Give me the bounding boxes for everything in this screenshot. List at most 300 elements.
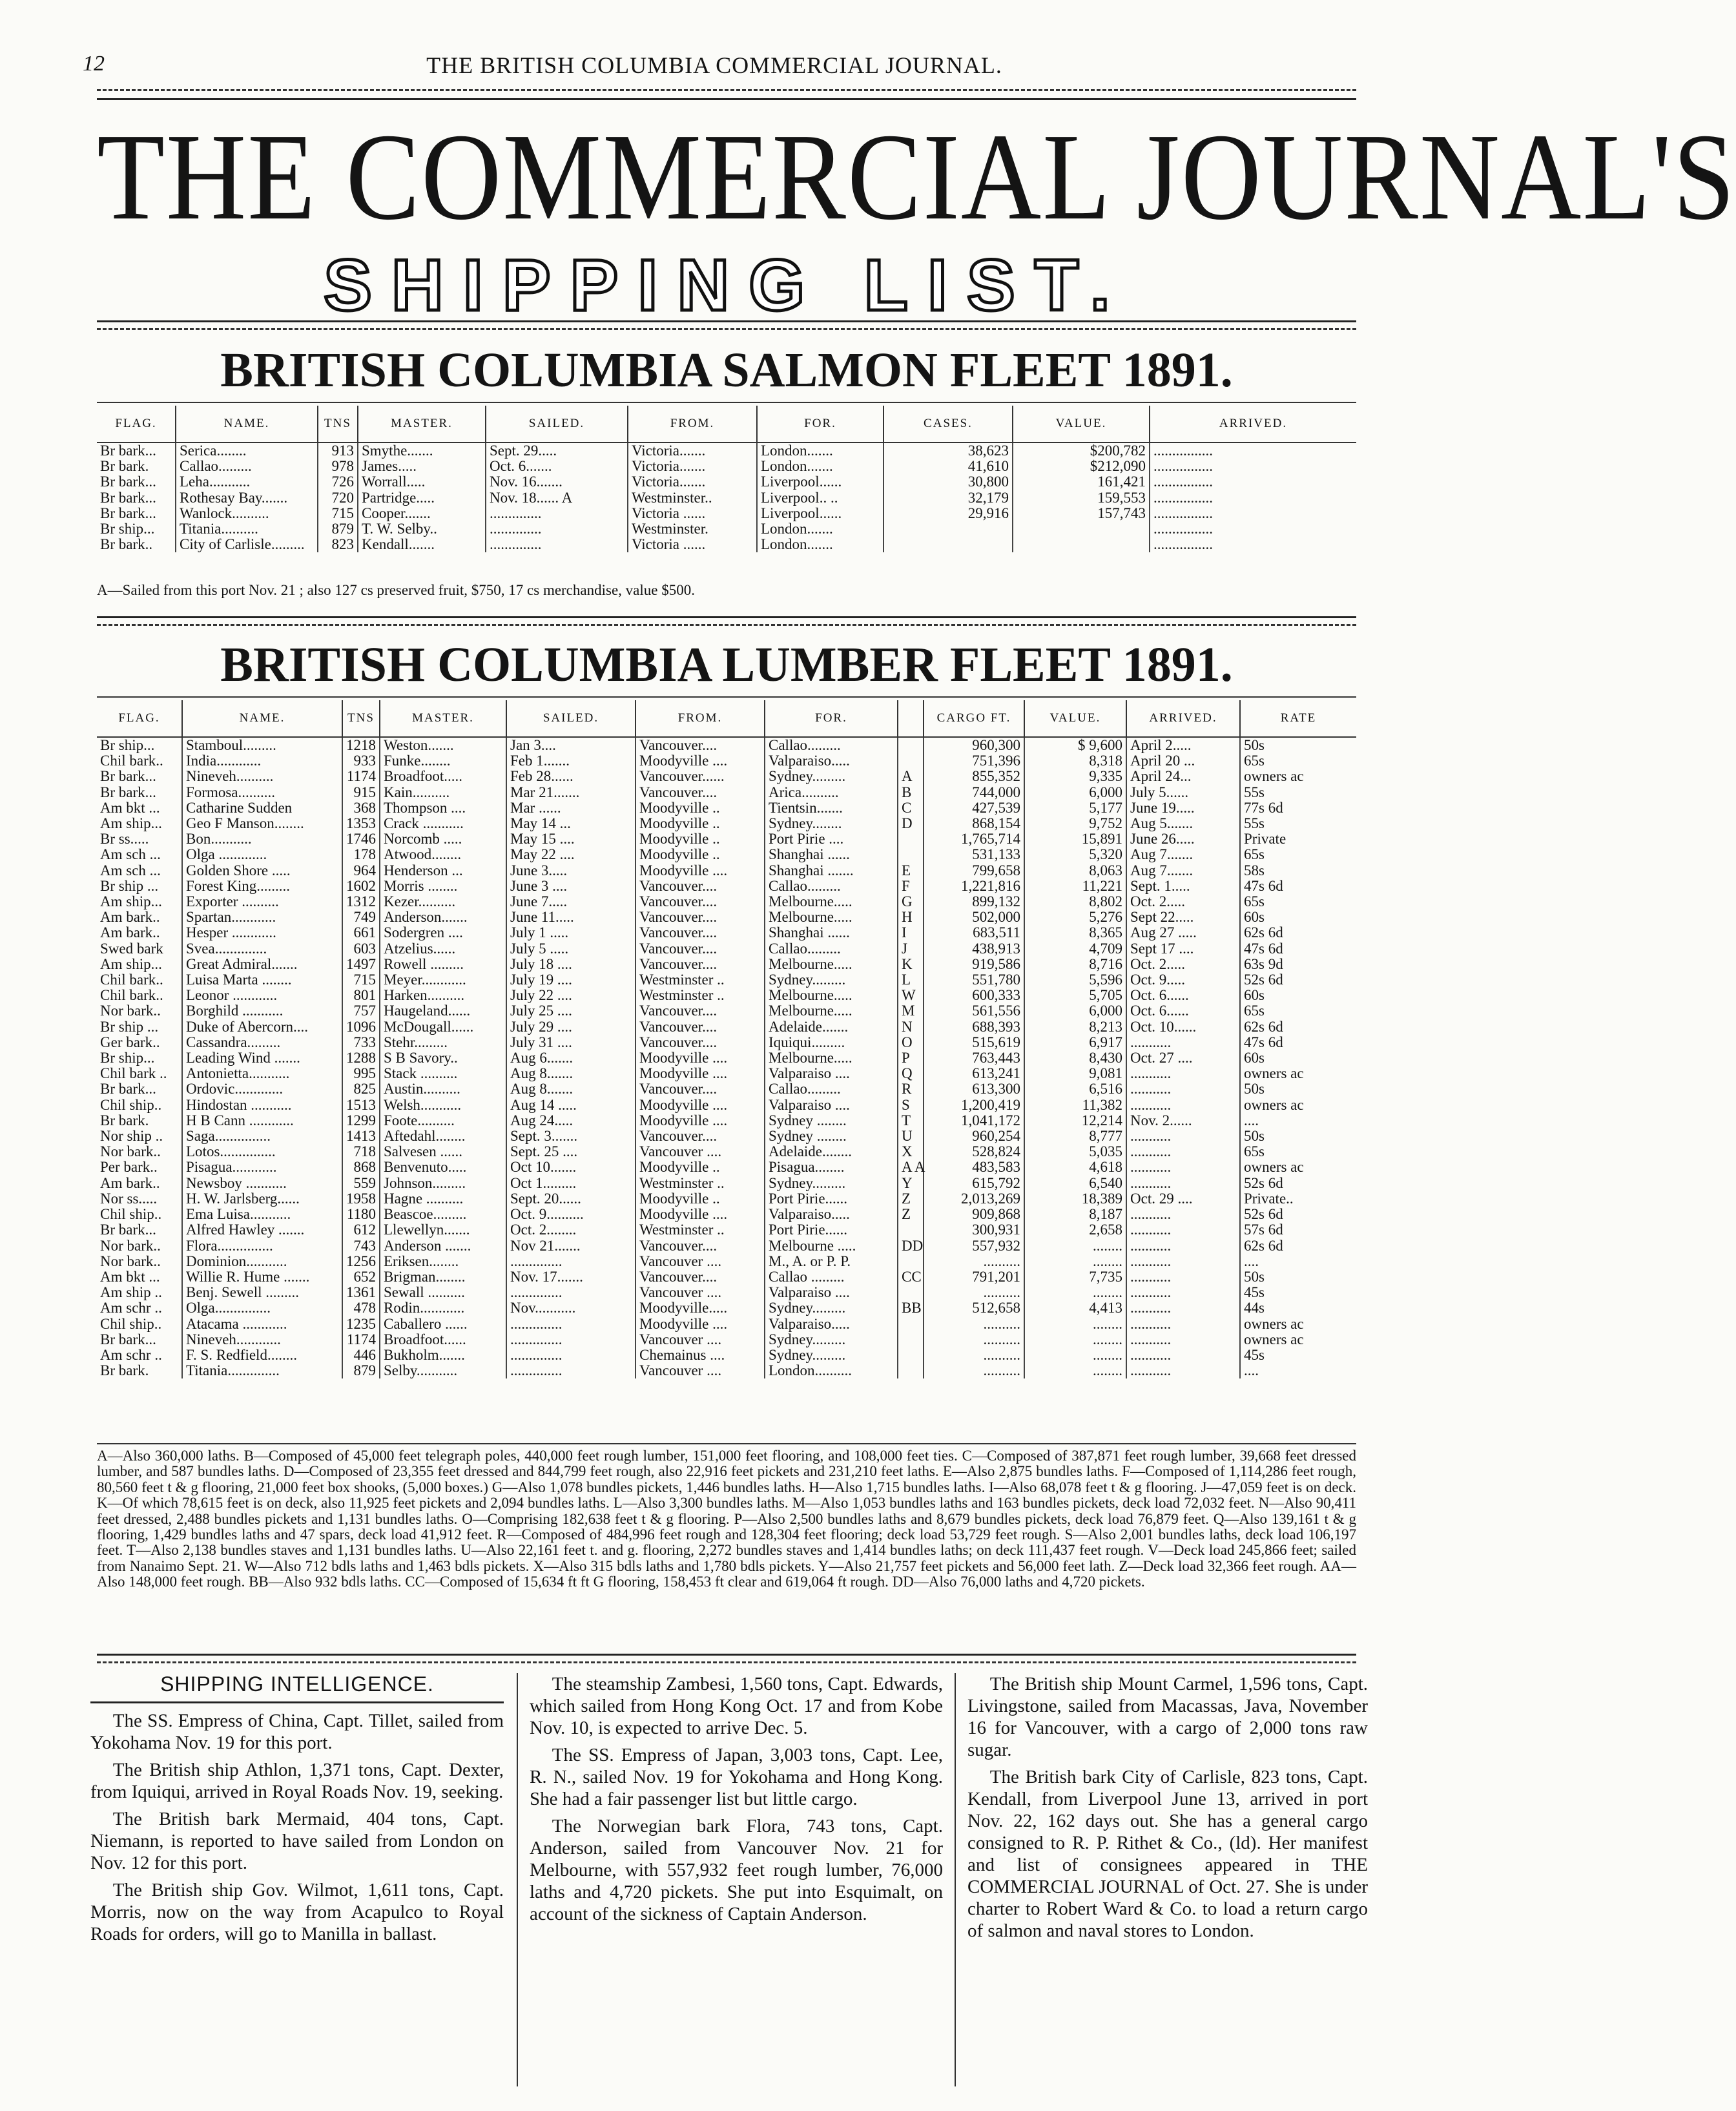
- table-cell: ...........: [1126, 1066, 1240, 1081]
- table-cell: Kendall.......: [358, 537, 486, 552]
- table-cell: 8,777: [1024, 1128, 1126, 1144]
- table-cell: 733: [342, 1035, 380, 1050]
- table-cell: Am sch ...: [97, 847, 182, 862]
- table-cell: 62s 6d: [1244, 1018, 1283, 1035]
- table-cell: Morris ........: [380, 879, 506, 894]
- table-row: [97, 941, 1356, 957]
- table-cell: Shanghai ......: [765, 847, 898, 862]
- table-cell: Stamboul.........: [182, 737, 342, 753]
- table-cell: Wanlock..........: [176, 506, 318, 521]
- table-cell: Br bark.: [97, 1113, 182, 1128]
- column-header: TNS: [342, 700, 380, 737]
- table-cell: Private: [1244, 831, 1286, 848]
- table-cell: Meyer............: [380, 972, 506, 988]
- salmon-fleet-table: [97, 406, 1356, 552]
- table-cell: Br ship...: [97, 1050, 182, 1066]
- table-cell: 868: [342, 1159, 380, 1175]
- table-cell: 60s: [1244, 987, 1265, 1004]
- table-cell: Am schr ..: [97, 1347, 182, 1363]
- table-cell: Llewellyn.......: [380, 1222, 506, 1238]
- table-cell: Vancouver....: [636, 879, 765, 894]
- table-cell: 438,913: [924, 941, 1024, 957]
- table-cell: 751,396: [924, 753, 1024, 769]
- table-cell: Moodyville ....: [636, 1316, 765, 1332]
- table-row: [97, 506, 1356, 521]
- table-cell: Stehr.........: [380, 1035, 506, 1050]
- table-cell: 683,511: [924, 925, 1024, 941]
- table-cell: ...........: [1126, 1238, 1240, 1254]
- table-cell: 933: [342, 753, 380, 769]
- table-cell: June 7.....: [506, 894, 636, 910]
- table-row: [97, 537, 1356, 552]
- table-cell: Melbourne.....: [765, 894, 898, 910]
- table-cell: Oct. 2.....: [1126, 894, 1240, 910]
- table-cell: Moodyville ..: [636, 816, 765, 831]
- table-cell: 551,780: [924, 972, 1024, 988]
- table-cell: I: [898, 925, 924, 941]
- table-cell: 915: [342, 785, 380, 800]
- running-title: THE BRITISH COLUMBIA COMMERCIAL JOURNAL.: [426, 52, 1002, 78]
- table-cell: 964: [342, 863, 380, 879]
- table-cell: 12,214: [1024, 1113, 1126, 1128]
- table-cell: Mar 21.......: [506, 785, 636, 800]
- table-cell: Nor bark..: [97, 1254, 182, 1269]
- table-cell: Melbourne.....: [765, 1003, 898, 1019]
- table-cell: owners ac: [1244, 768, 1304, 785]
- table-cell: Vancouver....: [636, 894, 765, 910]
- table-cell: owners ac: [1244, 1159, 1304, 1176]
- table-cell: 9,335: [1024, 769, 1126, 784]
- table-cell: Shanghai ......: [765, 925, 898, 941]
- table-cell: Sydney ........: [765, 1128, 898, 1144]
- table-cell: 715: [342, 972, 380, 988]
- table-cell: 512,658: [924, 1300, 1024, 1316]
- table-cell: Chil ship..: [97, 1097, 182, 1113]
- table-cell: Chil ship..: [97, 1207, 182, 1222]
- table-cell: Serica........: [176, 442, 318, 459]
- table-cell: X: [898, 1144, 924, 1159]
- table-cell: 60s: [1244, 909, 1265, 926]
- table-cell: 29,916: [884, 506, 1013, 521]
- table-cell: 45s: [1244, 1346, 1265, 1363]
- table-cell: London.......: [757, 521, 884, 537]
- table-cell: 4,709: [1024, 941, 1126, 957]
- table-cell: M., A. or P. P.: [765, 1254, 898, 1269]
- table-cell: Swed bark: [97, 941, 182, 957]
- table-cell: [898, 1332, 924, 1347]
- table-cell: 58s: [1244, 862, 1265, 879]
- table-cell: 879: [318, 521, 358, 537]
- table-cell: 1,041,172: [924, 1113, 1024, 1128]
- table-row: [97, 521, 1356, 537]
- table-cell: Leonor ............: [182, 988, 342, 1003]
- news-item: The British bark Mermaid, 404 tons, Capt. Niemann, is reported to have sailed from London on Nov. 12 for this port.: [90, 1809, 504, 1873]
- table-cell: 1413: [342, 1128, 380, 1144]
- table-cell: July 19 ....: [506, 972, 636, 988]
- table-row: [97, 1066, 1356, 1081]
- table-cell: owners ac: [1244, 1096, 1304, 1113]
- table-cell: ..............: [506, 1332, 636, 1347]
- table-cell: ...........: [1126, 1363, 1240, 1378]
- table-cell: 913: [318, 442, 358, 459]
- table-cell: Aug 8.......: [506, 1066, 636, 1081]
- table-cell: Ger bark..: [97, 1035, 182, 1050]
- table-cell: Valparaiso.....: [765, 1316, 898, 1332]
- table-cell: 38,623: [884, 442, 1013, 459]
- table-cell: BB: [898, 1300, 924, 1316]
- table-cell: Olga...............: [182, 1300, 342, 1316]
- table-cell: 8,063: [1024, 863, 1126, 879]
- table-cell: ..............: [486, 521, 628, 537]
- column-header: FROM.: [636, 700, 765, 737]
- table-cell: CC: [898, 1269, 924, 1285]
- table-cell: Am bkt ...: [97, 1269, 182, 1285]
- table-cell: Flora...............: [182, 1238, 342, 1254]
- table-cell: Oct. 6......: [1126, 988, 1240, 1003]
- table-cell: Moodyville ..: [636, 1159, 765, 1175]
- table-cell: Victoria ......: [628, 537, 757, 552]
- column-header: FROM.: [628, 406, 757, 442]
- table-cell: Mar ......: [506, 800, 636, 816]
- table-cell: ................: [1153, 521, 1213, 537]
- table-cell: 65s: [1244, 846, 1265, 863]
- table-cell: Geo F Manson........: [182, 816, 342, 831]
- table-cell: Spartan............: [182, 910, 342, 925]
- table-cell: Br bark.: [97, 1363, 182, 1378]
- table-cell: Westminster ..: [636, 972, 765, 988]
- intelligence-column-3: [967, 1673, 1368, 1947]
- table-cell: 1353: [342, 816, 380, 831]
- table-cell: Moodyville ....: [636, 1050, 765, 1066]
- table-cell: [898, 1254, 924, 1269]
- column-header: TNS: [318, 406, 358, 442]
- table-cell: 30,800: [884, 474, 1013, 490]
- table-cell: 52s 6d: [1244, 972, 1283, 988]
- table-cell: 5,705: [1024, 988, 1126, 1003]
- table-cell: Am ship...: [97, 957, 182, 972]
- table-cell: ................: [1153, 504, 1213, 521]
- table-cell: 715: [318, 506, 358, 521]
- table-cell: ..............: [506, 1254, 636, 1269]
- table-cell: ..........: [924, 1285, 1024, 1300]
- column-header: CARGO FT.: [924, 700, 1024, 737]
- table-cell: [898, 1316, 924, 1332]
- table-cell: D: [898, 816, 924, 831]
- table-row: [97, 863, 1356, 879]
- column-header: SAILED.: [506, 700, 636, 737]
- lumber-fleet-footnotes: A—Also 360,000 laths. B—Composed of 45,000 feet telegraph poles, 440,000 feet rough lumber, 151,000 feet flooring, and 108,000 feet ties. C—Composed of 387,871 feet rough lumber, 39,668 feet dressed lumber, and 587 bundles laths. D—Composed of 23,355 feet dressed and 844,799 feet rough, also 22,916 feet pickets and 231,210 feet laths. E—Also 2,875 bundles laths. F—Composed of 1,114,286 feet rough, 80,560 feet t & g flooring, 21,000 feet box shooks, (5,000 boxes.) G—Also 1,078 bundles pickets, 1,446 bundles laths. H—Also 1,715 bundles laths. I—Also 68,078 feet t & g flooring. J—47,059 feet is on deck. K—Of which 78,615 feet is on deck, also 11,925 feet pickets and 2,094 bundles laths. L—Also 3,300 bundles laths. M—Also 1,053 bundles laths and 163 bundles pickets, deck load 72,032 feet. N—Also 90,411 feet dressed, 2,488 bundles pickets and 1,131 bundles laths. O—Comprising 182,638 feet t & g flooring. P—Also 2,500 bundles laths and 8,679 bundles pickets, deck load 76,879 feet. Q—Also 139,161 t & g flooring, 1,429 bundles laths and 47 spars, deck load 41,912 feet. R—Composed of 484,996 feet rough and 128,304 feet flooring; deck load 53,729 feet rough. S—Also 2,001 bundles laths, deck load 106,197 feet. T—Also 2,138 bundles staves and 1,131 bundles laths. U—Also 22,161 feet t. and g. flooring, 2,272 bundles staves and 1,414 bundles laths; on deck 111,437 feet rough. V—Deck load 245,866 feet; sailed from Nanaimo Sept. 21. W—Also 712 bdls laths and 1,463 bdls pickets. X—Also 315 bdls laths and 1,780 bdls pickets. Y—Also 21,757 feet pickets and 56,000 feet lath. Z—Deck load 32,366 feet rough. AA—Also 148,000 feet rough. BB—Also 932 bdls laths. CC—Composed of 15,634 ft ft G flooring, 158,453 ft clear and 619,064 ft rough. DD—Also 76,000 laths and 4,720 pickets.: [97, 1448, 1356, 1590]
- table-cell: ...........: [1126, 1176, 1240, 1191]
- table-cell: ...........: [1126, 1254, 1240, 1269]
- table-cell: Nor ship ..: [97, 1128, 182, 1144]
- table-cell: 9,081: [1024, 1066, 1126, 1081]
- lumber-fleet-table: [97, 700, 1356, 1378]
- table-cell: 47s 6d: [1244, 877, 1283, 894]
- table-cell: ...........: [1126, 1128, 1240, 1144]
- table-cell: June 26.....: [1126, 831, 1240, 847]
- table-row: [97, 1035, 1356, 1050]
- column-header: [898, 700, 924, 737]
- divider: [97, 1654, 1356, 1656]
- table-cell: 5,035: [1024, 1144, 1126, 1159]
- table-cell: Saga...............: [182, 1128, 342, 1144]
- table-cell: Liverpool.. ..: [757, 490, 884, 506]
- table-cell: Moodyville ....: [636, 1207, 765, 1222]
- table-cell: Atwood........: [380, 847, 506, 862]
- column-header: VALUE.: [1013, 406, 1150, 442]
- table-cell: Nor bark..: [97, 1238, 182, 1254]
- table-cell: 1,221,816: [924, 879, 1024, 894]
- table-cell: Broadfoot.....: [380, 769, 506, 784]
- table-cell: [898, 1222, 924, 1238]
- table-cell: 5,320: [1024, 847, 1126, 862]
- column-header: MASTER.: [358, 406, 486, 442]
- table-cell: 5,276: [1024, 910, 1126, 925]
- table-cell: Broadfoot......: [380, 1332, 506, 1347]
- table-cell: India............: [182, 753, 342, 769]
- table-cell: Valparaiso.....: [765, 1207, 898, 1222]
- table-cell: 5,177: [1024, 800, 1126, 816]
- table-cell: 6,917: [1024, 1035, 1126, 1050]
- table-cell: Cassandra.........: [182, 1035, 342, 1050]
- table-cell: 8,318: [1024, 753, 1126, 769]
- table-cell: Br bark..: [97, 537, 176, 552]
- table-cell: 50s: [1244, 1268, 1265, 1285]
- table-row: [97, 737, 1356, 753]
- lumber-fleet-title: BRITISH COLUMBIA LUMBER FLEET 1891.: [220, 638, 1233, 692]
- divider: [97, 320, 1356, 322]
- table-cell: Vancouver....: [636, 1003, 765, 1019]
- table-row: [97, 879, 1356, 894]
- table-cell: 8,430: [1024, 1050, 1126, 1066]
- table-row: [97, 1176, 1356, 1191]
- table-cell: 791,201: [924, 1269, 1024, 1285]
- table-cell: Caballero ......: [380, 1316, 506, 1332]
- table-cell: Bukholm.......: [380, 1347, 506, 1363]
- table-cell: James.....: [358, 459, 486, 474]
- table-cell: Adelaide........: [765, 1144, 898, 1159]
- table-cell: 478: [342, 1300, 380, 1316]
- table-row: [97, 1238, 1356, 1254]
- table-cell: ..............: [506, 1363, 636, 1378]
- table-cell: Weston.......: [380, 737, 506, 753]
- table-row: [97, 910, 1356, 925]
- table-cell: Melbourne.....: [765, 957, 898, 972]
- table-cell: April 24...: [1126, 769, 1240, 784]
- table-cell: Nov. 2......: [1126, 1113, 1240, 1128]
- table-cell: 1096: [342, 1019, 380, 1035]
- table-cell: Chemainus ....: [636, 1347, 765, 1363]
- column-header: FOR.: [757, 406, 884, 442]
- table-cell: Harken..........: [380, 988, 506, 1003]
- table-cell: Oct 1.........: [506, 1176, 636, 1191]
- table-cell: 879: [342, 1363, 380, 1378]
- table-cell: 6,000: [1024, 1003, 1126, 1019]
- table-cell: 159,553: [1013, 490, 1150, 506]
- table-cell: owners ac: [1244, 1065, 1304, 1082]
- table-cell: Z: [898, 1191, 924, 1207]
- column-header: CASES.: [884, 406, 1013, 442]
- table-cell: Br bark...: [97, 506, 176, 521]
- table-cell: Vancouver....: [636, 925, 765, 941]
- table-cell: Vancouver....: [636, 737, 765, 753]
- table-cell: Newsboy ...........: [182, 1176, 342, 1191]
- table-cell: Port Pirie......: [765, 1222, 898, 1238]
- table-cell: 9,752: [1024, 816, 1126, 831]
- table-cell: 32,179: [884, 490, 1013, 506]
- table-row: [97, 1050, 1356, 1066]
- table-cell: London.......: [757, 459, 884, 474]
- table-cell: [1013, 537, 1150, 552]
- table-cell: 718: [342, 1144, 380, 1159]
- table-cell: 749: [342, 910, 380, 925]
- news-item: The British bark City of Carlisle, 823 tons, Capt. Kendall, from Liverpool June 13, arrived in port Nov. 22, 162 days out. She has a general cargo consigned to R. P. Rithet & Co., (ld). Her manifest and list of consignees appeared in THE COMMERCIAL JOURNAL of Oct. 27. She is under charter to Robert Ward & Co. to load a return cargo of salmon and naval stores to London.: [967, 1767, 1368, 1941]
- intelligence-column-1: [90, 1673, 504, 1950]
- table-cell: Vancouver....: [636, 1238, 765, 1254]
- table-cell: 1299: [342, 1113, 380, 1128]
- table-cell: Callao.........: [765, 737, 898, 753]
- table-cell: 799,658: [924, 863, 1024, 879]
- column-header: ARRIVED.: [1126, 700, 1240, 737]
- table-cell: 1361: [342, 1285, 380, 1300]
- column-header: FLAG.: [97, 700, 182, 737]
- column-rule: [955, 1673, 956, 2086]
- table-cell: Sydney.........: [765, 1300, 898, 1316]
- table-cell: Duke of Abercorn....: [182, 1019, 342, 1035]
- table-cell: ..............: [486, 537, 628, 552]
- table-cell: Br ship ...: [97, 879, 182, 894]
- table-cell: Funke........: [380, 753, 506, 769]
- table-cell: H B Cann ............: [182, 1113, 342, 1128]
- table-cell: F: [898, 879, 924, 894]
- table-cell: Nov...........: [506, 1300, 636, 1316]
- table-cell: Arica..........: [765, 785, 898, 800]
- table-row: [97, 1285, 1356, 1300]
- column-header: MASTER.: [380, 700, 506, 737]
- table-cell: 7,735: [1024, 1269, 1126, 1285]
- running-header: [0, 52, 1429, 80]
- table-cell: Sydney ........: [765, 1113, 898, 1128]
- table-cell: ...........: [1126, 1207, 1240, 1222]
- column-header: FOR.: [765, 700, 898, 737]
- table-cell: 743: [342, 1238, 380, 1254]
- table-cell: 557,932: [924, 1238, 1024, 1254]
- table-cell: Worrall.....: [358, 474, 486, 490]
- table-cell: Vancouver....: [636, 1019, 765, 1035]
- table-row: [97, 1113, 1356, 1128]
- table-cell: Per bark..: [97, 1159, 182, 1175]
- table-cell: Borghild ...........: [182, 1003, 342, 1019]
- table-cell: Formosa..........: [182, 785, 342, 800]
- table-cell: Br bark...: [97, 785, 182, 800]
- table-cell: W: [898, 988, 924, 1003]
- table-cell: ........: [1024, 1285, 1126, 1300]
- divider: [97, 616, 1356, 618]
- table-cell: 688,393: [924, 1019, 1024, 1035]
- table-cell: A A: [898, 1159, 924, 1175]
- column-rule: [517, 1673, 518, 2086]
- table-cell: Chil bark..: [97, 988, 182, 1003]
- table-cell: 1,765,714: [924, 831, 1024, 847]
- table-cell: Br ss.....: [97, 831, 182, 847]
- table-cell: ...........: [1126, 1332, 1240, 1347]
- table-cell: $200,782: [1013, 442, 1150, 459]
- table-cell: 6,540: [1024, 1176, 1126, 1191]
- table-cell: 726: [318, 474, 358, 490]
- table-cell: Vancouver ....: [636, 1144, 765, 1159]
- table-cell: Liverpool......: [757, 474, 884, 490]
- table-cell: Aftedahl........: [380, 1128, 506, 1144]
- table-cell: 960,300: [924, 737, 1024, 753]
- table-cell: Oct. 10......: [1126, 1019, 1240, 1035]
- table-cell: Oct. 2.....: [1126, 957, 1240, 972]
- table-cell: Melbourne.....: [765, 988, 898, 1003]
- table-cell: 60s: [1244, 1050, 1265, 1066]
- table-cell: C: [898, 800, 924, 816]
- table-cell: 41,610: [884, 459, 1013, 474]
- table-cell: ..........: [924, 1254, 1024, 1269]
- table-cell: Forest King.........: [182, 879, 342, 894]
- table-cell: Callao.........: [765, 1081, 898, 1097]
- table-cell: Johnson.........: [380, 1176, 506, 1191]
- table-cell: Am ship...: [97, 816, 182, 831]
- table-cell: Sewall ..........: [380, 1285, 506, 1300]
- table-cell: 11,382: [1024, 1097, 1126, 1113]
- table-cell: Melbourne.....: [765, 1050, 898, 1066]
- table-cell: 65s: [1244, 1003, 1265, 1019]
- table-row: [97, 1081, 1356, 1097]
- table-cell: Henderson ...: [380, 863, 506, 879]
- column-header: RATE: [1240, 700, 1356, 737]
- table-cell: Nov. 18...... A: [486, 490, 628, 506]
- table-cell: 65s: [1244, 893, 1265, 910]
- table-row: [97, 1269, 1356, 1285]
- table-cell: 47s 6d: [1244, 1034, 1283, 1050]
- table-cell: Salvesen ......: [380, 1144, 506, 1159]
- table-cell: Sydney........: [765, 816, 898, 831]
- table-cell: ........: [1024, 1254, 1126, 1269]
- table-cell: Sydney.........: [765, 1332, 898, 1347]
- table-cell: 77s 6d: [1244, 799, 1283, 816]
- table-cell: 6,516: [1024, 1081, 1126, 1097]
- table-row: [97, 769, 1356, 784]
- table-cell: Z: [898, 1207, 924, 1222]
- table-cell: Welsh...........: [380, 1097, 506, 1113]
- table-cell: Stack ..........: [380, 1066, 506, 1081]
- table-cell: K: [898, 957, 924, 972]
- table-cell: 8,365: [1024, 925, 1126, 941]
- table-cell: [898, 1363, 924, 1378]
- table-cell: Chil bark..: [97, 972, 182, 988]
- table-cell: Thompson ....: [380, 800, 506, 816]
- table-cell: Moodyville ....: [636, 1113, 765, 1128]
- table-cell: July 25 ....: [506, 1003, 636, 1019]
- table-cell: June 3 ....: [506, 879, 636, 894]
- table-cell: J: [898, 941, 924, 957]
- table-cell: Smythe.......: [358, 442, 486, 459]
- table-cell: Oct. 2........: [506, 1222, 636, 1238]
- table-cell: ..............: [486, 506, 628, 521]
- table-cell: Vancouver ....: [636, 1285, 765, 1300]
- table-cell: May 15 ....: [506, 831, 636, 847]
- table-cell: 612: [342, 1222, 380, 1238]
- table-cell: [884, 537, 1013, 552]
- table-cell: ........: [1024, 1238, 1126, 1254]
- table-cell: S B Savory..: [380, 1050, 506, 1066]
- table-row: [97, 1347, 1356, 1363]
- table-cell: Brigman........: [380, 1269, 506, 1285]
- table-cell: [1013, 521, 1150, 537]
